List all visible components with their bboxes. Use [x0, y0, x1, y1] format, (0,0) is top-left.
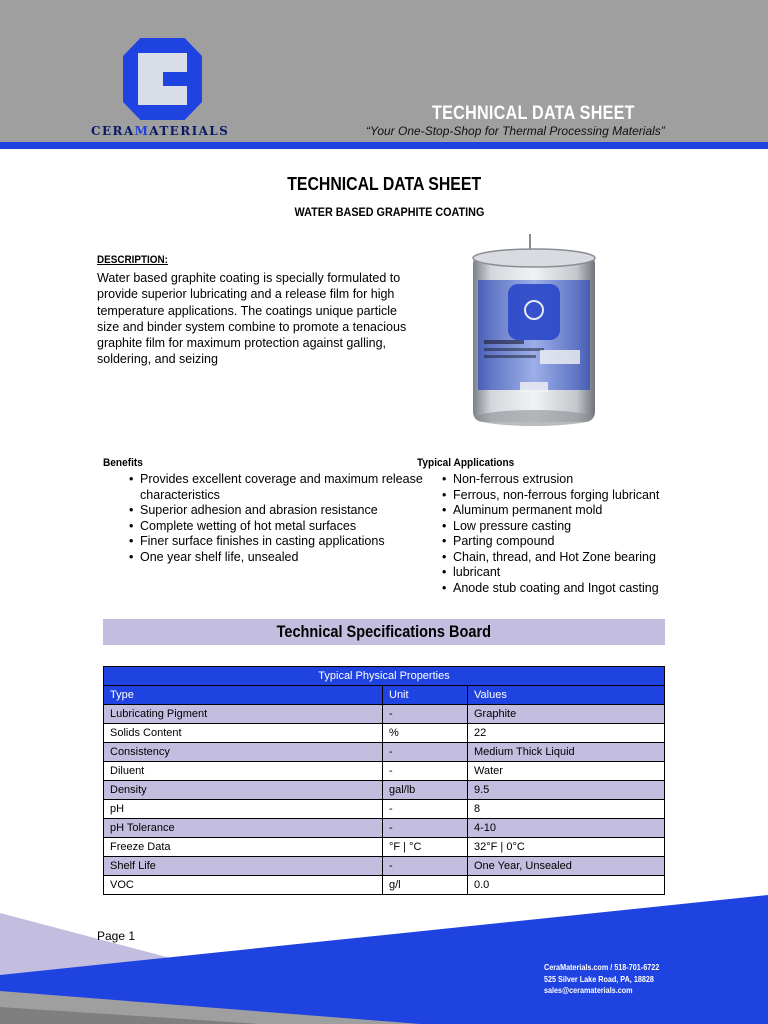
spec-board-banner: [103, 619, 665, 645]
cell-type: Shelf Life: [104, 857, 383, 876]
product-can-image: [470, 232, 598, 428]
applications-list: [442, 472, 682, 596]
list-item: • lubricant: [442, 565, 682, 581]
column-header-values: Values: [468, 686, 665, 705]
cell-type: pH: [104, 800, 383, 819]
footer-swoosh: [0, 895, 768, 1024]
physical-properties-table: [103, 666, 665, 895]
cell-type: Lubricating Pigment: [104, 705, 383, 724]
footer-website-phone[interactable]: CeraMaterials.com / 518-701-6722: [544, 962, 660, 972]
cell-value: 0.0: [468, 876, 665, 895]
table-row: [104, 857, 665, 876]
cell-unit: %: [383, 724, 468, 743]
list-item: • Ferrous, non-ferrous forging lubricant: [442, 488, 682, 504]
spec-board-title: Technical Specifications Board: [276, 623, 492, 641]
cell-value: Graphite: [468, 705, 665, 724]
brand-mid: M: [134, 124, 150, 138]
cell-type: Solids Content: [104, 724, 383, 743]
cell-type: VOC: [104, 876, 383, 895]
header-stripe: [0, 142, 768, 149]
cell-value: 4-10: [468, 819, 665, 838]
cell-value: Medium Thick Liquid: [468, 743, 665, 762]
cell-value: 22: [468, 724, 665, 743]
cell-unit: -: [383, 819, 468, 838]
brand-name: [91, 124, 229, 138]
cell-value: Water: [468, 762, 665, 781]
list-item: • Non-ferrous extrusion: [442, 472, 682, 488]
footer-email[interactable]: sales@ceramaterials.com: [544, 985, 633, 995]
table-row: [104, 876, 665, 895]
brand-suffix: ATERIALS: [149, 124, 230, 138]
footer-address: 525 Silver Lake Road, PA, 18828: [544, 973, 654, 984]
document-title-text: TECHNICAL DATA SHEET: [287, 174, 481, 194]
cell-value: 32°F | 0°C: [468, 838, 665, 857]
table-caption: Typical Physical Properties: [104, 667, 665, 686]
cell-value: One Year, Unsealed: [468, 857, 665, 876]
table-row: [104, 819, 665, 838]
cell-unit: -: [383, 857, 468, 876]
table-row: [104, 705, 665, 724]
description-heading-colon: :: [164, 254, 168, 266]
list-item: • Low pressure casting: [442, 519, 682, 535]
list-item: • Anode stub coating and Ingot casting: [442, 581, 682, 597]
document-title: [0, 174, 768, 195]
benefits-heading: Benefits: [103, 457, 143, 469]
table-row: [104, 724, 665, 743]
list-item: • Provides excellent coverage and maximum release characteristics: [129, 472, 429, 503]
cell-unit: gal/lb: [383, 781, 468, 800]
cell-unit: -: [383, 762, 468, 781]
column-header-type: Type: [104, 686, 383, 705]
cell-unit: -: [383, 800, 468, 819]
description-body: Water based graphite coating is specially formulated to provide superior lubricating and a release film for high temperature applications. The coatings unique particle size and binder system combine to promote a tenacious graphite film for maximum protection against galling, soldering, and seizing: [97, 271, 407, 367]
list-item: • Finer surface finishes in casting applications: [129, 534, 429, 550]
description-heading: [97, 254, 168, 266]
cell-type: Diluent: [104, 762, 383, 781]
list-item: • One year shelf life, unsealed: [129, 550, 429, 566]
list-item: • Parting compound: [442, 534, 682, 550]
applications-heading: Typical Applications: [417, 457, 515, 469]
benefits-list: [129, 472, 429, 565]
cell-type: Freeze Data: [104, 838, 383, 857]
table-row: [104, 781, 665, 800]
cell-value: 9.5: [468, 781, 665, 800]
list-item: • Superior adhesion and abrasion resistance: [129, 503, 429, 519]
cell-unit: -: [383, 743, 468, 762]
cell-unit: °F | °C: [383, 838, 468, 857]
logo-c-notch: [163, 72, 187, 86]
document-subtitle: [0, 205, 768, 219]
cell-type: Consistency: [104, 743, 383, 762]
brand-prefix: CERA: [91, 124, 135, 138]
list-item: • Complete wetting of hot metal surfaces: [129, 519, 429, 535]
table-caption-row: [104, 667, 665, 686]
cell-unit: g/l: [383, 876, 468, 895]
table-row: [104, 838, 665, 857]
header-tagline: “Your One-Stop-Shop for Thermal Processing Materials”: [366, 124, 665, 138]
header-band: [0, 0, 768, 142]
cell-value: 8: [468, 800, 665, 819]
table-row: [104, 762, 665, 781]
list-item: • Aluminum permanent mold: [442, 503, 682, 519]
table-row: [104, 743, 665, 762]
footer-contact: [544, 962, 659, 997]
description-heading-text: DESCRIPTION: [97, 254, 165, 266]
cell-type: Density: [104, 781, 383, 800]
page-number: Page 1: [97, 929, 136, 943]
cell-type: pH Tolerance: [104, 819, 383, 838]
list-item: • Chain, thread, and Hot Zone bearing: [442, 550, 682, 566]
column-header-unit: Unit: [383, 686, 468, 705]
cell-unit: -: [383, 705, 468, 724]
document-subtitle-text: WATER BASED GRAPHITE COATING: [294, 205, 484, 219]
header-title: TECHNICAL DATA SHEET: [432, 103, 635, 124]
table-header-row: [104, 686, 665, 705]
table-row: [104, 800, 665, 819]
